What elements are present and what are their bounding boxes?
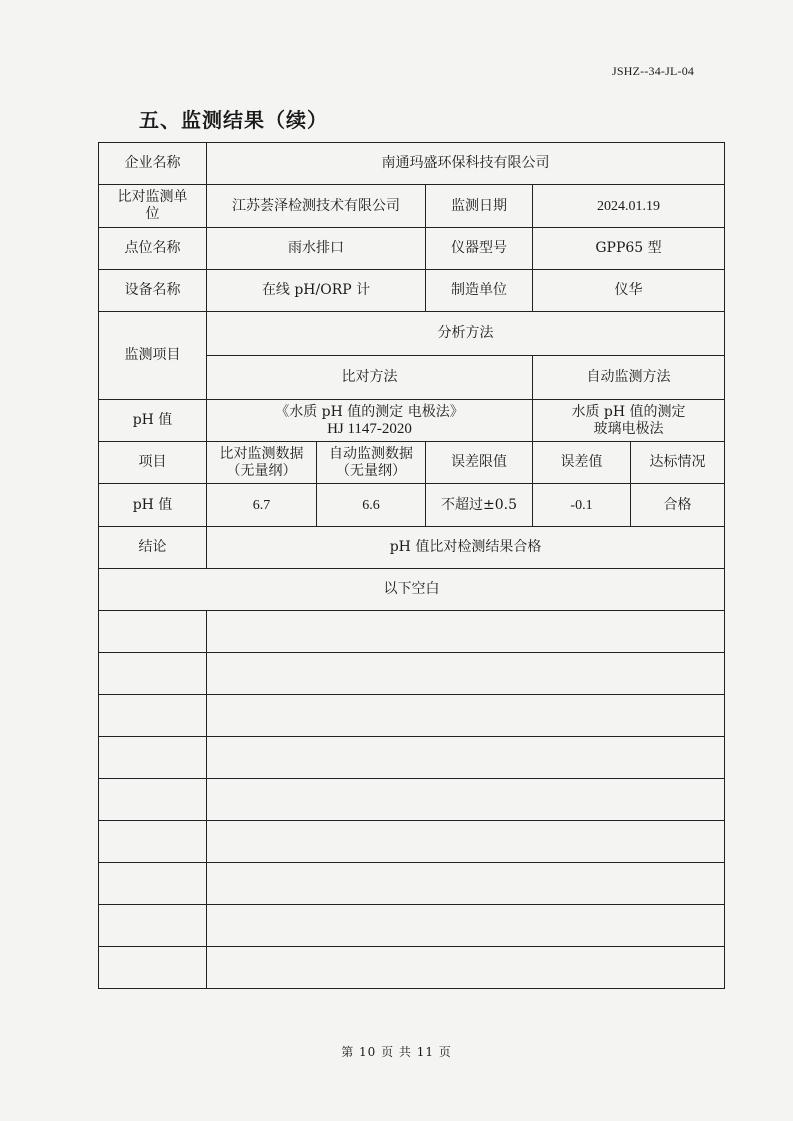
empty-cell [99, 905, 207, 947]
empty-cell [99, 821, 207, 863]
empty-row [99, 947, 725, 989]
comparison-method-value [207, 400, 533, 442]
empty-cell [99, 779, 207, 821]
comparison-method-label: 比对方法 [207, 356, 533, 400]
data-header-row [99, 442, 725, 484]
manufacturer-label: 制造单位 [426, 270, 533, 312]
comparison-unit-row [99, 185, 725, 228]
conclusion-row [99, 527, 725, 569]
company-label: 企业名称 [99, 143, 207, 185]
row-compliance: 合格 [631, 484, 725, 527]
device-label: 设备名称 [99, 270, 207, 312]
empty-cell [99, 947, 207, 989]
manufacturer-value: 仪华 [533, 270, 725, 312]
section-title: 五、监测结果（续） [139, 108, 328, 132]
empty-row [99, 653, 725, 695]
empty-cell [207, 905, 725, 947]
col-auto-data-header: 自动监测数据（无量纲） [317, 442, 426, 484]
empty-row [99, 611, 725, 653]
monitoring-date-value: 2024.01.19 [533, 185, 725, 228]
comparison-method-line1: 《水质 pH 值的测定 电极法》 [275, 403, 464, 420]
empty-cell [207, 653, 725, 695]
device-value: 在线 pH/ORP 计 [207, 270, 426, 312]
empty-cell [99, 695, 207, 737]
col-comparison-data-header: 比对监测数据（无量纲） [207, 442, 317, 484]
analysis-method-row [99, 312, 725, 356]
empty-row [99, 779, 725, 821]
monitoring-date-label: 监测日期 [426, 185, 533, 228]
row-error-limit: 不超过±0.5 [426, 484, 533, 527]
document-code: JSHZ--34-JL-04 [612, 64, 695, 78]
conclusion-value: pH 值比对检测结果合格 [207, 527, 725, 569]
empty-cell [207, 737, 725, 779]
col-error-value-header: 误差值 [533, 442, 631, 484]
company-value: 南通玛盛环保科技有限公司 [207, 143, 725, 185]
empty-cell [207, 863, 725, 905]
device-row [99, 270, 725, 312]
data-row [99, 484, 725, 527]
empty-cell [99, 611, 207, 653]
empty-cell [207, 611, 725, 653]
empty-cell [207, 947, 725, 989]
auto-method-value [533, 400, 725, 442]
col-error-limit-header: 误差限值 [426, 442, 533, 484]
empty-row [99, 905, 725, 947]
conclusion-label: 结论 [99, 527, 207, 569]
empty-cell [99, 863, 207, 905]
empty-cell [99, 653, 207, 695]
row-error-value: -0.1 [533, 484, 631, 527]
blank-note: 以下空白 [99, 569, 725, 611]
company-row [99, 143, 725, 185]
page-number: 第 10 页 共 11 页 [341, 1045, 452, 1059]
empty-row [99, 821, 725, 863]
point-value: 雨水排口 [207, 228, 426, 270]
empty-cell [99, 737, 207, 779]
auto-method-line1: 水质 pH 值的测定 [571, 403, 686, 420]
comparison-method-line2: HJ 1147-2020 [327, 420, 412, 437]
point-row [99, 228, 725, 270]
monitoring-item-label: 监测项目 [99, 312, 207, 400]
empty-row [99, 863, 725, 905]
empty-row [99, 737, 725, 779]
empty-cell [207, 821, 725, 863]
instrument-model-label: 仪器型号 [426, 228, 533, 270]
auto-method-line2: 玻璃电极法 [593, 420, 664, 437]
col-item-header: 项目 [99, 442, 207, 484]
instrument-model-value: GPP65 型 [533, 228, 725, 270]
row-comparison-data: 6.7 [207, 484, 317, 527]
row-item: pH 值 [99, 484, 207, 527]
comparison-unit-value: 江苏荟泽检测技术有限公司 [207, 185, 426, 228]
analysis-method-label: 分析方法 [207, 312, 725, 356]
monitoring-results-table [98, 142, 725, 989]
empty-cell [207, 779, 725, 821]
ph-label: pH 值 [99, 400, 207, 442]
ph-method-row [99, 400, 725, 442]
empty-cell [207, 695, 725, 737]
empty-row [99, 695, 725, 737]
point-label: 点位名称 [99, 228, 207, 270]
auto-method-label: 自动监测方法 [533, 356, 725, 400]
row-auto-data: 6.6 [317, 484, 426, 527]
blank-note-row [99, 569, 725, 611]
comparison-unit-label: 比对监测单位 [99, 185, 207, 228]
col-compliance-header: 达标情况 [631, 442, 725, 484]
